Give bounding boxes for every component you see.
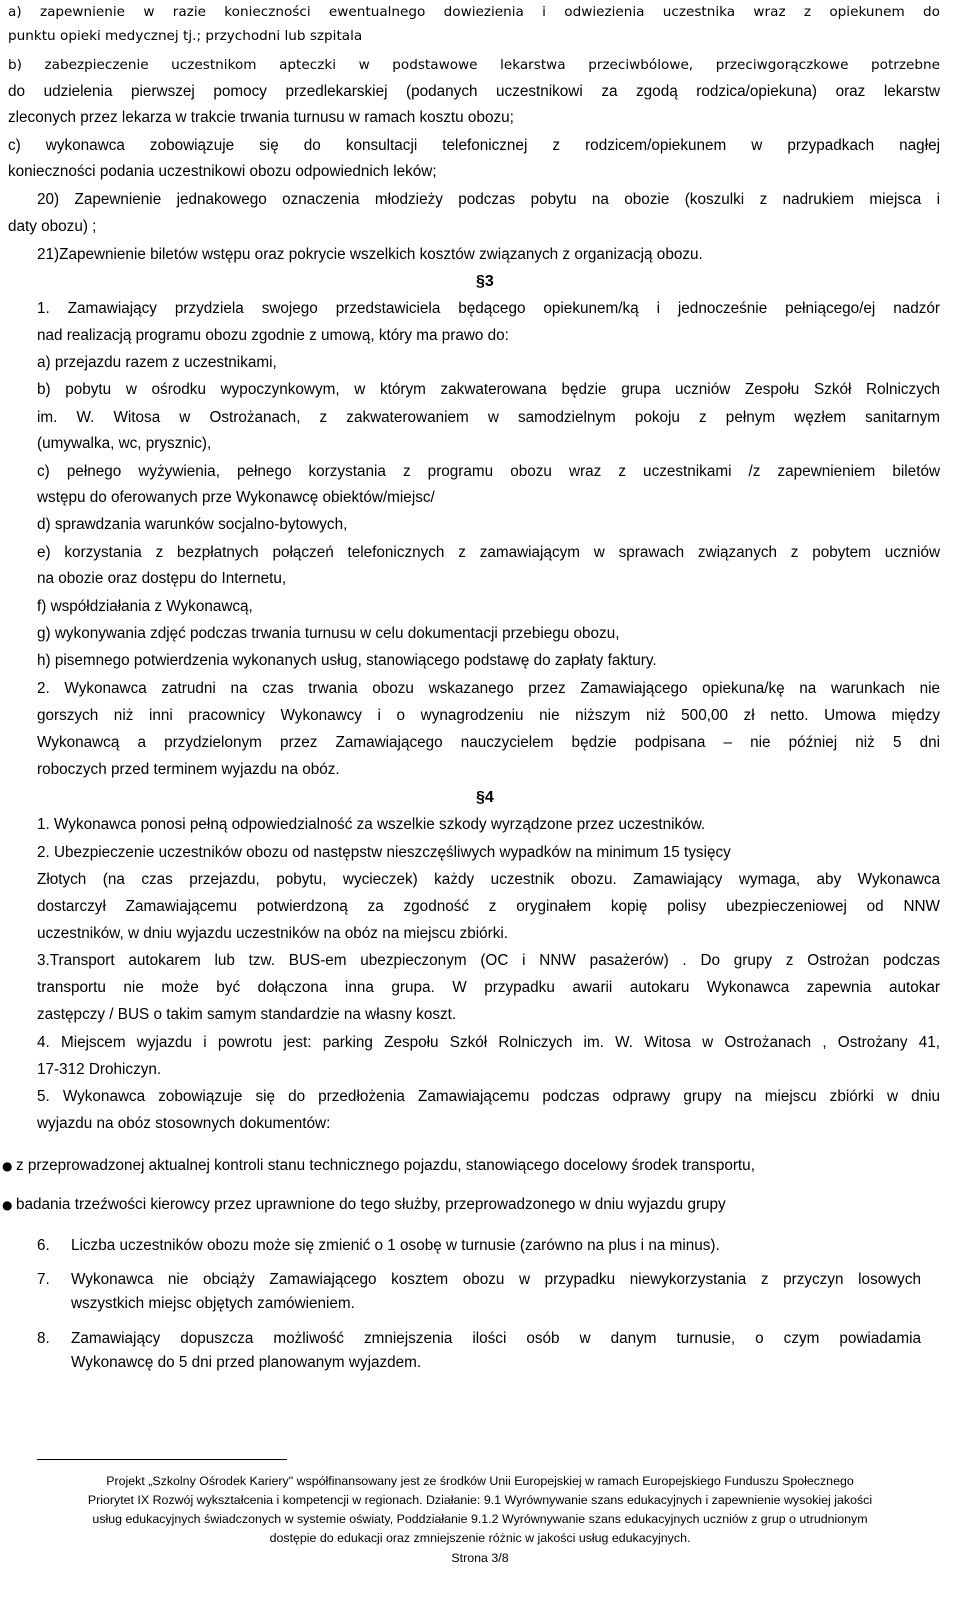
footer-line-1: Projekt „Szkolny Ośrodek Kariery" współfinansowany jest ze środków Unii Europejskiej w ramach Europejskiego Funduszu Społecznego bbox=[106, 1474, 854, 1488]
point-20-line1: 20) Zapewnienie jednakowego oznaczenia młodzieży podczas pobytu na obozie (koszulki z nadrukiem miejsca i bbox=[37, 191, 940, 208]
s3-item-e-line1: e) korzystania z bezpłatnych połączeń telefonicznych z zamawiającym w sprawach związanych z pobytem uczniów bbox=[37, 544, 940, 561]
s4-p2-line1: 2. Ubezpieczenie uczestników obozu od następstw nieszczęśliwych wypadków na minimum 15 tysięcy bbox=[37, 844, 731, 861]
item-7-number: 7. bbox=[37, 1271, 50, 1288]
item-8-line1: Zamawiający dopuszcza możliwość zmniejszenia ilości osób w danym turnusie, o czym powiadamia bbox=[71, 1330, 921, 1347]
section-4-heading: §4 bbox=[476, 789, 494, 806]
s3-p2-line2: gorszych niż inni pracownicy Wykonawcy i o wynagrodzeniu nie niższym niż 500,00 zł netto. Umowa między bbox=[37, 707, 940, 724]
item-6-number: 6. bbox=[37, 1237, 50, 1254]
footer-line-4: dostępie do edukacji oraz zmniejszenie różnic w jakości usług edukacyjnych. bbox=[269, 1531, 691, 1545]
s3-item-e-line2: na obozie oraz dostępu do Internetu, bbox=[37, 570, 287, 587]
s3-item-c-line1: c) pełnego wyżywienia, pełnego korzystania z programu obozu wraz z uczestnikami /z zapewnieniem biletów bbox=[37, 463, 940, 480]
bullet-icon: ● bbox=[2, 1159, 13, 1173]
item-a-line1: a) zapewnienie w razie konieczności ewentualnego dowiezienia i odwiezienia uczestnika wraz z opiekunem do bbox=[8, 4, 940, 20]
s4-p4-line1: 4. Miejscem wyjazdu i powrotu jest: parking Zespołu Szkół Rolniczych im. W. Witosa w Ostrożanach , Ostrożany 41, bbox=[37, 1034, 940, 1051]
section-3-heading: §3 bbox=[476, 273, 494, 290]
footer-line-2: Priorytet IX Rozwój wykształcenia i kompetencji w regionach. Działanie: 9.1 Wyrównywanie szans edukacyjnych i zapewnienie wysokiej jakości bbox=[87, 1493, 873, 1507]
s4-p2-line4: uczestników, w dniu wyjazdu uczestników na obóz na miejscu zbiórki. bbox=[37, 925, 509, 942]
s3-p1-line1: 1. Zamawiający przydziela swojego przedstawiciela będącego opiekunem/ką i jednocześnie pełniącego/ej nadzór bbox=[37, 300, 940, 317]
s4-p5-line2: wyjazdu na obóz stosownych dokumentów: bbox=[37, 1115, 331, 1132]
s4-p1: 1. Wykonawca ponosi pełną odpowiedzialność za wszelkie szkody wyrządzone przez uczestników. bbox=[37, 816, 706, 833]
s3-item-b-line1: b) pobytu w ośrodku wypoczynkowym, w którym zakwaterowana będzie grupa uczniów Zespołu Szkół Rolniczych bbox=[37, 381, 940, 398]
s4-p3-line1: 3.Transport autokarem lub tzw. BUS-em ubezpieczonym (OC i NNW pasażerów) . Do grupy z Ostrożan podczas bbox=[37, 952, 940, 969]
s3-item-a: a) przejazdu razem z uczestnikami, bbox=[37, 354, 277, 371]
item-8-number: 8. bbox=[37, 1330, 50, 1347]
page-number: Strona 3/8 bbox=[451, 1551, 509, 1565]
footer-line-3: usług edukacyjnych świadczonych w systemie oświaty, Poddziałanie 9.1.2 Wyrównywanie szans edukacyjnych uczniów z grup o utrudnionym bbox=[92, 1512, 868, 1526]
s3-item-h: h) pisemnego potwierdzenia wykonanych usług, stanowiącego podstawę do zapłaty faktury. bbox=[37, 652, 657, 669]
item-7-line1: Wykonawca nie obciąży Zamawiającego kosztem obozu w przypadku niewykorzystania z przyczyn losowych bbox=[71, 1271, 921, 1288]
s3-item-d: d) sprawdzania warunków socjalno-bytowych, bbox=[37, 516, 348, 533]
s3-p2-line4: roboczych przed terminem wyjazdu na obóz. bbox=[37, 761, 340, 778]
s4-p2-line3: dostarczył Zamawiającemu potwierdzoną za zgodność z oryginałem kopię polisy ubezpieczeniowej od NNW bbox=[37, 898, 940, 915]
s3-p2-line3: Wykonawcą a przydzielonym przez Zamawiającego nauczycielem będzie podpisana – nie później niż 5 dni bbox=[37, 734, 940, 751]
item-c-line2: konieczności podania uczestnikowi obozu odpowiednich leków; bbox=[8, 163, 437, 180]
s3-item-f: f) współdziałania z Wykonawcą, bbox=[37, 598, 253, 615]
item-b-line3: zleconych przez lekarza w trakcie trwania turnusu w ramach kosztu obozu; bbox=[8, 109, 514, 126]
s4-p3-line2: transportu nie może być dołączona inna grupa. W przypadku awarii autokaru Wykonawca zapewnia autokar bbox=[37, 979, 940, 996]
s3-p1-line2: nad realizacją programu obozu zgodnie z umową, który ma prawo do: bbox=[37, 327, 509, 344]
s4-p5-line1: 5. Wykonawca zobowiązuje się do przedłożenia Zamawiającemu podczas odprawy grupy na miejscu zbiórki w dniu bbox=[37, 1088, 940, 1105]
item-7-line2: wszystkich miejsc objętych zamówieniem. bbox=[71, 1295, 355, 1312]
s4-p2-line2: Złotych (na czas przejazdu, pobytu, wycieczek) każdy uczestnik obozu. Zamawiający wymaga, aby Wykonawca bbox=[37, 871, 940, 888]
item-a-line2: punktu opieki medycznej tj.; przychodni lub szpitala bbox=[8, 28, 363, 44]
s3-p2-line1: 2. Wykonawca zatrudni na czas trwania obozu wskazanego przez Zamawiającego opiekuna/kę na warunkach nie bbox=[37, 680, 940, 697]
bullet-item-vehicle-inspection: z przeprowadzonej aktualnej kontroli stanu technicznego pojazdu, stanowiącego docelowy środek transportu, bbox=[16, 1157, 755, 1174]
item-c-line1: c) wykonawca zobowiązuje się do konsultacji telefonicznej z rodzicem/opiekunem w przypadkach nagłej bbox=[8, 137, 940, 154]
point-21: 21)Zapewnienie biletów wstępu oraz pokrycie wszelkich kosztów związanych z organizacją obozu. bbox=[37, 246, 703, 263]
s3-item-c-line2: wstępu do oferowanych prze Wykonawcę obiektów/miejsc/ bbox=[37, 489, 435, 506]
s3-item-b-line2: im. W. Witosa w Ostrożanach, z zakwaterowaniem w samodzielnym pokoju z pełnym węzłem sanitarnym bbox=[37, 409, 940, 426]
item-b-line2: do udzielenia pierwszej pomocy przedlekarskiej (podanych uczestnikowi za zgodą rodzica/opiekuna) oraz lekarstw bbox=[8, 83, 940, 100]
s3-item-g: g) wykonywania zdjęć podczas trwania turnusu w celu dokumentacji przebiegu obozu, bbox=[37, 625, 620, 642]
point-20-line2: daty obozu) ; bbox=[8, 218, 97, 235]
s4-p4-line2: 17-312 Drohiczyn. bbox=[37, 1061, 162, 1078]
item-b-line1: b) zabezpieczenie uczestnikom apteczki w podstawowe lekarstwa przeciwbólowe, przeciwgorączkowe potrzebne bbox=[8, 57, 940, 73]
s3-item-b-line3: (umywalka, wc, prysznic), bbox=[37, 435, 212, 452]
footer-rule bbox=[37, 1459, 287, 1460]
bullet-item-sobriety-test: badania trzeźwości kierowcy przez uprawnione do tego służby, przeprowadzonego w dniu wyjazdu grupy bbox=[16, 1196, 726, 1213]
item-6-text: Liczba uczestników obozu może się zmienić o 1 osobę w turnusie (zarówno na plus i na minus). bbox=[71, 1237, 720, 1254]
item-8-line2: Wykonawcę do 5 dni przed planowanym wyjazdem. bbox=[71, 1354, 422, 1371]
bullet-icon: ● bbox=[2, 1198, 13, 1212]
s4-p3-line3: zastępczy / BUS o takim samym standardzie na własny koszt. bbox=[37, 1006, 457, 1023]
